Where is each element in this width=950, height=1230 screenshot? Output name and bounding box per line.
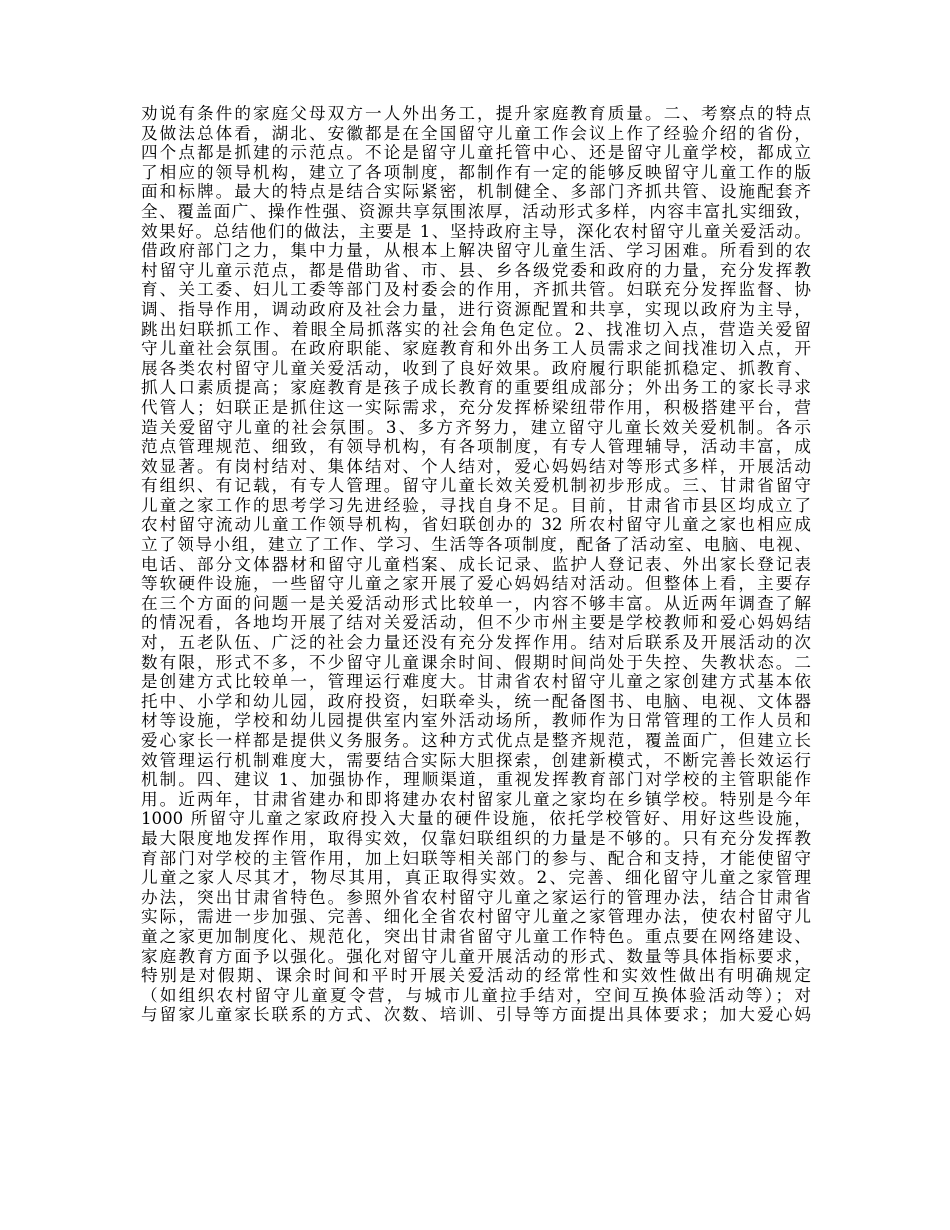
- text-line: 儿童之家人尽其才，物尽其用，真正取得实效。2、完善、细化留守儿童之家管理: [141, 868, 811, 888]
- text-line: （如组织农村留守儿童夏令营，与城市儿童拉手结对，空间互换体验活动等）；对: [141, 985, 811, 1005]
- text-line: 范点管理规范、细致，有领导机构，有各项制度，有专人管理辅导，活动丰富，成: [141, 437, 811, 457]
- text-line: 的情况看，各地均开展了结对关爱活动，但不少市州主要是学校教师和爱心妈妈结: [141, 613, 811, 633]
- text-line: 爱心家长一样都是提供义务服务。这种方式优点是整齐规范，覆盖面广，但建立长: [141, 731, 811, 750]
- text-line: 办法，突出甘肃省特色。参照外省农村留守儿童之家运行的管理办法，结合甘肃省: [141, 887, 811, 907]
- text-line: 1000 所留守儿童之家政府投入大量的硬件设施，依托学校管好、用好这些设施，: [141, 809, 811, 829]
- text-line: 抓人口素质提高；家庭教育是孩子成长教育的重要组成部分；外出务工的家长寻求: [141, 378, 811, 398]
- text-line: 展各类农村留守儿童关爱活动，收到了良好效果。政府履行职能抓稳定、抓教育、: [141, 358, 811, 378]
- text-line: 借政府部门之力，集中力量，从根本上解决留守儿童生活、学习困难。所看到的农: [141, 241, 811, 261]
- text-line: 实际，需进一步加强、完善、细化全省农村留守儿童之家管理办法，使农村留守儿: [141, 907, 811, 927]
- text-line: 数有限，形式不多，不少留守儿童课余时间、假期时间尚处于失控、失教状态。二: [141, 652, 811, 672]
- text-line: 特别是对假期、课余时间和平时开展关爱活动的经常性和实效性做出有明确规定: [141, 966, 811, 986]
- text-line: 最大限度地发挥作用，取得实效，仅靠妇联组织的力量是不够的。只有充分发挥教: [141, 828, 811, 848]
- text-line: 跳出妇联抓工作、着眼全局抓落实的社会角色定位。2、找准切入点，营造关爱留: [141, 319, 811, 339]
- text-line: 等软硬件设施，一些留守儿童之家开展了爱心妈妈结对活动。但整体上看，主要存: [141, 574, 811, 594]
- text-line: 儿童之家工作的思考学习先进经验，寻找自身不足。目前，甘肃省市县区均成立了: [141, 495, 811, 515]
- text-line: 效显著。有岗村结对、集体结对、个人结对，爱心妈妈结对等形式多样，开展活动: [141, 456, 811, 476]
- text-line: 代管人；妇联正是抓住这一实际需求，充分发挥桥梁纽带作用，积极搭建平台，营: [141, 397, 811, 417]
- text-line: 育部门对学校的主管作用，加上妇联等相关部门的参与、配合和支持，才能使留守: [141, 848, 811, 868]
- text-line: 劝说有条件的家庭父母双方一人外出务工，提升家庭教育质量。二、考察点的特点: [141, 104, 811, 123]
- text-line: 效果好。总结他们的做法，主要是 1、坚持政府主导，深化农村留守儿童关爱活动。: [141, 221, 811, 241]
- text-line: 机制。四、建议 1、加强协作，理顺渠道，重视发挥教育部门对学校的主管职能作: [141, 770, 811, 790]
- text-line: 是创建方式比较单一，管理运行难度大。甘肃省农村留守儿童之家创建方式基本依: [141, 672, 811, 692]
- text-line: 村留守儿童示范点，都是借助省、市、县、乡各级党委和政府的力量，充分发挥教: [141, 260, 811, 280]
- text-line: 材等设施，学校和幼儿园提供室内室外活动场所，教师作为日常管理的工作人员和: [141, 711, 811, 731]
- text-line: 童之家更加制度化、规范化，突出甘肃省留守儿童工作特色。重点要在网络建设、: [141, 926, 811, 946]
- text-line: 对，五老队伍、广泛的社会力量还没有充分发挥作用。结对后联系及开展活动的次: [141, 633, 811, 653]
- text-line: 电话、部分文体器材和留守儿童档案、成长记录、监护人登记表、外出家长登记表: [141, 554, 811, 574]
- text-line: 家庭教育方面予以强化。强化对留守儿童开展活动的形式、数量等具体指标要求，: [141, 946, 811, 966]
- text-line: 农村留守流动儿童工作领导机构，省妇联创办的 32 所农村留守儿童之家也相应成: [141, 515, 811, 535]
- text-line: 四个点都是抓建的示范点。不论是留守儿童托管中心、还是留守儿童学校，都成立: [141, 143, 811, 163]
- text-line: 有组织、有记载，有专人管理。留守儿童长效关爱机制初步形成。三、甘肃省留守: [141, 476, 811, 496]
- text-line: 用。近两年，甘肃省建办和即将建办农村留家儿童之家均在乡镇学校。特别是今年: [141, 789, 811, 809]
- text-line: 面和标牌。最大的特点是结合实际紧密，机制健全、多部门齐抓共管、设施配套齐: [141, 182, 811, 202]
- text-line: 及做法总体看，湖北、安徽都是在全国留守儿童工作会议上作了经验介绍的省份，: [141, 123, 811, 143]
- text-line: 效管理运行机制难度大，需要结合实际大胆探索，创建新模式，不断完善长效运行: [141, 750, 811, 770]
- text-line: 育、关工委、妇儿工委等部门及村委会的作用，齐抓共管。妇联充分发挥监督、协: [141, 280, 811, 300]
- text-line: 守儿童社会氛围。在政府职能、家庭教育和外出务工人员需求之间找准切入点，开: [141, 339, 811, 359]
- text-line: 在三个方面的问题一是关爱活动形式比较单一，内容不够丰富。从近两年调查了解: [141, 593, 811, 613]
- text-line: 造关爱留守儿童的社会氛围。3、多方齐努力，建立留守儿童长效关爱机制。各示: [141, 417, 811, 437]
- text-line: 与留家儿童家长联系的方式、次数、培训、引导等方面提出具体要求；加大爱心妈: [141, 1005, 811, 1025]
- body-text: [141, 104, 811, 1025]
- text-line: 托中、小学和幼儿园，政府投资，妇联牵头，统一配备图书、电脑、电视、文体器: [141, 691, 811, 711]
- text-line: 了相应的领导机构，建立了各项制度，都制作有一定的能够反映留守儿童工作的版: [141, 162, 811, 182]
- text-line: 全、覆盖面广、操作性强、资源共享氛围浓厚，活动形式多样，内容丰富扎实细致，: [141, 201, 811, 221]
- text-line: 立了领导小组，建立了工作、学习、生活等各项制度，配备了活动室、电脑、电视、: [141, 535, 811, 555]
- text-line: 调、指导作用，调动政府及社会力量，进行资源配置和共享，实现以政府为主导，: [141, 299, 811, 319]
